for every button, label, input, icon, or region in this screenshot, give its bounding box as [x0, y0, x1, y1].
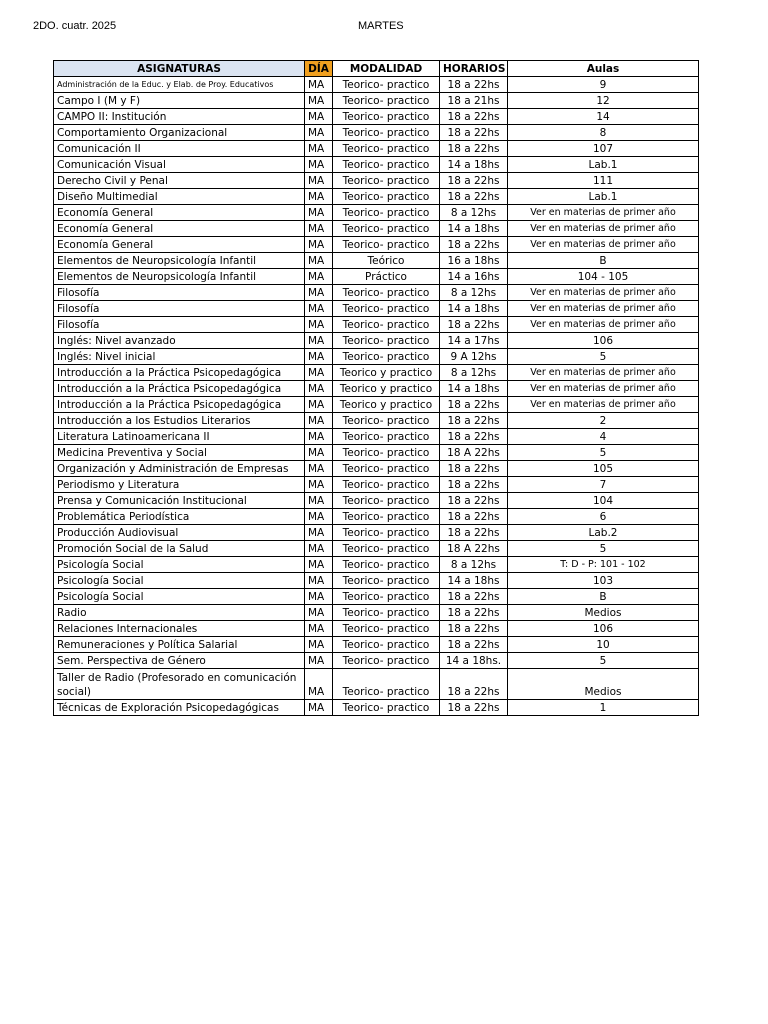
cell-dia: MA	[305, 429, 333, 445]
header-horarios: HORARIOS	[440, 61, 508, 77]
table-row	[54, 285, 699, 301]
cell-asignatura: Relaciones Internacionales	[54, 621, 305, 637]
cell-dia: MA	[305, 333, 333, 349]
cell-dia: MA	[305, 621, 333, 637]
cell-horario: 14 a 18hs	[440, 157, 508, 173]
cell-modalidad: Teorico- practico	[333, 429, 440, 445]
table-row	[54, 605, 699, 621]
cell-dia: MA	[305, 237, 333, 253]
cell-dia: MA	[305, 637, 333, 653]
cell-modalidad: Teorico- practico	[333, 461, 440, 477]
cell-dia: MA	[305, 285, 333, 301]
cell-modalidad: Teorico- practico	[333, 509, 440, 525]
cell-aula: 12	[508, 93, 699, 109]
cell-aula: Ver en materias de primer año	[508, 221, 699, 237]
cell-asignatura: Producción Audiovisual	[54, 525, 305, 541]
day-title: MARTES	[358, 20, 404, 32]
cell-modalidad: Teorico- practico	[333, 317, 440, 333]
cell-asignatura: Inglés: Nivel inicial	[54, 349, 305, 365]
table-row	[54, 669, 699, 700]
cell-horario: 14 a 18hs	[440, 573, 508, 589]
table-row	[54, 589, 699, 605]
table-row	[54, 205, 699, 221]
cell-aula: 103	[508, 573, 699, 589]
cell-horario: 18 a 22hs	[440, 477, 508, 493]
cell-dia: MA	[305, 189, 333, 205]
table-row	[54, 365, 699, 381]
cell-asignatura: Derecho Civil y Penal	[54, 173, 305, 189]
table-row	[54, 429, 699, 445]
cell-dia: MA	[305, 653, 333, 669]
cell-aula: 10	[508, 637, 699, 653]
header-modalidad: MODALIDAD	[333, 61, 440, 77]
cell-horario: 18 a 22hs	[440, 621, 508, 637]
cell-asignatura: Medicina Preventiva y Social	[54, 445, 305, 461]
table-row	[54, 349, 699, 365]
cell-asignatura: Remuneraciones y Política Salarial	[54, 637, 305, 653]
cell-horario: 8 a 12hs	[440, 557, 508, 573]
cell-dia: MA	[305, 573, 333, 589]
cell-asignatura: Elementos de Neuropsicología Infantil	[54, 253, 305, 269]
cell-modalidad: Teorico- practico	[333, 93, 440, 109]
table-row	[54, 253, 699, 269]
table-row	[54, 301, 699, 317]
cell-dia: MA	[305, 173, 333, 189]
cell-aula: Lab.1	[508, 157, 699, 173]
cell-dia: MA	[305, 109, 333, 125]
cell-aula: Ver en materias de primer año	[508, 381, 699, 397]
cell-horario: 18 a 22hs	[440, 509, 508, 525]
cell-aula: 5	[508, 349, 699, 365]
cell-horario: 18 a 22hs	[440, 189, 508, 205]
cell-horario: 14 a 16hs	[440, 269, 508, 285]
cell-dia: MA	[305, 365, 333, 381]
cell-dia: MA	[305, 700, 333, 716]
cell-asignatura: Prensa y Comunicación Institucional	[54, 493, 305, 509]
cell-modalidad: Teorico- practico	[333, 477, 440, 493]
term-label: 2DO. cuatr. 2025	[33, 20, 117, 32]
cell-modalidad: Teorico- practico	[333, 445, 440, 461]
cell-horario: 18 a 22hs	[440, 237, 508, 253]
cell-asignatura: Sem. Perspectiva de Género	[54, 653, 305, 669]
cell-asignatura: Introducción a los Estudios Literarios	[54, 413, 305, 429]
cell-dia: MA	[305, 461, 333, 477]
cell-aula: 14	[508, 109, 699, 125]
cell-horario: 14 a 18hs	[440, 221, 508, 237]
cell-dia: MA	[305, 541, 333, 557]
table-body	[54, 77, 699, 716]
cell-aula: 7	[508, 477, 699, 493]
cell-aula: Ver en materias de primer año	[508, 301, 699, 317]
cell-dia: MA	[305, 349, 333, 365]
cell-modalidad: Teorico y practico	[333, 365, 440, 381]
cell-aula: Lab.2	[508, 525, 699, 541]
cell-horario: 18 a 22hs	[440, 429, 508, 445]
cell-asignatura: Diseño Multimedial	[54, 189, 305, 205]
table-row	[54, 413, 699, 429]
cell-modalidad: Teorico- practico	[333, 573, 440, 589]
cell-modalidad: Teorico- practico	[333, 221, 440, 237]
cell-asignatura: Psicología Social	[54, 573, 305, 589]
cell-modalidad: Teorico y practico	[333, 381, 440, 397]
cell-modalidad: Teorico- practico	[333, 493, 440, 509]
cell-dia: MA	[305, 157, 333, 173]
table-row	[54, 445, 699, 461]
table-row	[54, 77, 699, 93]
table-row	[54, 189, 699, 205]
cell-modalidad: Teorico- practico	[333, 301, 440, 317]
cell-modalidad: Teorico- practico	[333, 653, 440, 669]
cell-horario: 8 a 12hs	[440, 285, 508, 301]
cell-dia: MA	[305, 493, 333, 509]
cell-aula: 106	[508, 333, 699, 349]
cell-modalidad: Teórico	[333, 253, 440, 269]
cell-horario: 14 a 18hs	[440, 381, 508, 397]
cell-horario: 18 a 22hs	[440, 109, 508, 125]
cell-dia: MA	[305, 205, 333, 221]
cell-aula: B	[508, 253, 699, 269]
cell-asignatura: Campo I (M y F)	[54, 93, 305, 109]
cell-aula: Ver en materias de primer año	[508, 365, 699, 381]
cell-horario: 18 A 22hs	[440, 541, 508, 557]
cell-asignatura: Comunicación II	[54, 141, 305, 157]
cell-dia: MA	[305, 253, 333, 269]
cell-modalidad: Teorico- practico	[333, 157, 440, 173]
cell-dia: MA	[305, 221, 333, 237]
cell-aula: Ver en materias de primer año	[508, 317, 699, 333]
cell-modalidad: Teorico y practico	[333, 397, 440, 413]
cell-dia: MA	[305, 125, 333, 141]
cell-horario: 18 a 22hs	[440, 77, 508, 93]
cell-horario: 18 a 22hs	[440, 669, 508, 700]
table-row	[54, 700, 699, 716]
cell-aula: Ver en materias de primer año	[508, 205, 699, 221]
table-row	[54, 157, 699, 173]
cell-aula: 1	[508, 700, 699, 716]
cell-dia: MA	[305, 509, 333, 525]
table-row	[54, 333, 699, 349]
table-row	[54, 525, 699, 541]
cell-asignatura: Comportamiento Organizacional	[54, 125, 305, 141]
cell-asignatura: Taller de Radio (Profesorado en comunicación social)	[54, 669, 305, 700]
cell-asignatura: Problemática Periodística	[54, 509, 305, 525]
cell-aula: 106	[508, 621, 699, 637]
cell-aula: 4	[508, 429, 699, 445]
header-asignaturas: ASIGNATURAS	[54, 61, 305, 77]
cell-horario: 14 a 17hs	[440, 333, 508, 349]
cell-modalidad: Teorico- practico	[333, 125, 440, 141]
cell-aula: 9	[508, 77, 699, 93]
cell-dia: MA	[305, 477, 333, 493]
cell-modalidad: Teorico- practico	[333, 637, 440, 653]
cell-horario: 18 a 22hs	[440, 125, 508, 141]
cell-dia: MA	[305, 269, 333, 285]
cell-asignatura: Inglés: Nivel avanzado	[54, 333, 305, 349]
cell-aula: 8	[508, 125, 699, 141]
cell-dia: MA	[305, 381, 333, 397]
cell-aula: Lab.1	[508, 189, 699, 205]
cell-aula: B	[508, 589, 699, 605]
cell-asignatura: Promoción Social de la Salud	[54, 541, 305, 557]
cell-aula: 2	[508, 413, 699, 429]
cell-horario: 18 a 22hs	[440, 525, 508, 541]
cell-asignatura: Introducción a la Práctica Psicopedagógica	[54, 365, 305, 381]
table-row	[54, 637, 699, 653]
cell-horario: 8 a 12hs	[440, 365, 508, 381]
table-header-row	[54, 61, 699, 77]
cell-modalidad: Teorico- practico	[333, 349, 440, 365]
cell-horario: 18 a 22hs	[440, 589, 508, 605]
cell-aula: Medios	[508, 669, 699, 700]
cell-horario: 18 A 22hs	[440, 445, 508, 461]
table-row	[54, 173, 699, 189]
cell-dia: MA	[305, 445, 333, 461]
cell-horario: 18 a 22hs	[440, 493, 508, 509]
cell-modalidad: Teorico- practico	[333, 525, 440, 541]
cell-aula: 104	[508, 493, 699, 509]
cell-modalidad: Teorico- practico	[333, 605, 440, 621]
table-row	[54, 381, 699, 397]
cell-modalidad: Teorico- practico	[333, 333, 440, 349]
cell-dia: MA	[305, 413, 333, 429]
cell-dia: MA	[305, 605, 333, 621]
cell-aula: 5	[508, 541, 699, 557]
cell-asignatura: Técnicas de Exploración Psicopedagógicas	[54, 700, 305, 716]
table-row	[54, 621, 699, 637]
table-row	[54, 125, 699, 141]
cell-asignatura: Comunicación Visual	[54, 157, 305, 173]
cell-horario: 18 a 22hs	[440, 637, 508, 653]
cell-dia: MA	[305, 525, 333, 541]
cell-aula: T: D - P: 101 - 102	[508, 557, 699, 573]
cell-horario: 18 a 22hs	[440, 605, 508, 621]
cell-aula: 111	[508, 173, 699, 189]
cell-modalidad: Teorico- practico	[333, 557, 440, 573]
table-row	[54, 317, 699, 333]
cell-horario: 18 a 22hs	[440, 413, 508, 429]
cell-modalidad: Teorico- practico	[333, 285, 440, 301]
table-row	[54, 141, 699, 157]
cell-dia: MA	[305, 589, 333, 605]
cell-modalidad: Teorico- practico	[333, 189, 440, 205]
cell-asignatura: Periodismo y Literatura	[54, 477, 305, 493]
cell-dia: MA	[305, 557, 333, 573]
cell-asignatura: Radio	[54, 605, 305, 621]
header-dia: DÍA	[305, 61, 333, 77]
cell-aula: 6	[508, 509, 699, 525]
cell-aula: Medios	[508, 605, 699, 621]
cell-asignatura: Filosofía	[54, 285, 305, 301]
cell-modalidad: Teorico- practico	[333, 77, 440, 93]
table-row	[54, 109, 699, 125]
table-row	[54, 493, 699, 509]
cell-aula: Ver en materias de primer año	[508, 237, 699, 253]
cell-modalidad: Teorico- practico	[333, 589, 440, 605]
cell-modalidad: Teorico- practico	[333, 413, 440, 429]
table-row	[54, 477, 699, 493]
cell-asignatura: Economía General	[54, 221, 305, 237]
cell-horario: 18 a 22hs	[440, 461, 508, 477]
cell-horario: 18 a 22hs	[440, 700, 508, 716]
cell-modalidad: Teorico- practico	[333, 541, 440, 557]
schedule-table	[53, 60, 699, 716]
table-row	[54, 557, 699, 573]
cell-modalidad: Teorico- practico	[333, 669, 440, 700]
table-row	[54, 269, 699, 285]
cell-asignatura: Psicología Social	[54, 557, 305, 573]
cell-dia: MA	[305, 301, 333, 317]
cell-dia: MA	[305, 397, 333, 413]
cell-modalidad: Teorico- practico	[333, 205, 440, 221]
cell-aula: Ver en materias de primer año	[508, 397, 699, 413]
table-row	[54, 221, 699, 237]
cell-horario: 8 a 12hs	[440, 205, 508, 221]
cell-dia: MA	[305, 77, 333, 93]
cell-modalidad: Teorico- practico	[333, 141, 440, 157]
cell-horario: 14 a 18hs.	[440, 653, 508, 669]
cell-asignatura: Filosofía	[54, 301, 305, 317]
cell-dia: MA	[305, 141, 333, 157]
cell-dia: MA	[305, 93, 333, 109]
table-row	[54, 573, 699, 589]
cell-asignatura: Economía General	[54, 237, 305, 253]
cell-asignatura: Literatura Latinoamericana II	[54, 429, 305, 445]
table-row	[54, 93, 699, 109]
cell-asignatura: Administración de la Educ. y Elab. de Proy. Educativos	[54, 77, 305, 93]
table-row	[54, 509, 699, 525]
cell-horario: 18 a 22hs	[440, 317, 508, 333]
cell-horario: 9 A 12hs	[440, 349, 508, 365]
cell-asignatura: Introducción a la Práctica Psicopedagógica	[54, 397, 305, 413]
header-aulas: Aulas	[508, 61, 699, 77]
cell-asignatura: CAMPO II: Institución	[54, 109, 305, 125]
cell-aula: 5	[508, 445, 699, 461]
cell-asignatura: Economía General	[54, 205, 305, 221]
table-row	[54, 397, 699, 413]
cell-asignatura: Elementos de Neuropsicología Infantil	[54, 269, 305, 285]
cell-modalidad: Teorico- practico	[333, 173, 440, 189]
cell-aula: Ver en materias de primer año	[508, 285, 699, 301]
table-row	[54, 653, 699, 669]
cell-asignatura: Psicología Social	[54, 589, 305, 605]
cell-modalidad: Teorico- practico	[333, 700, 440, 716]
cell-modalidad: Teorico- practico	[333, 237, 440, 253]
cell-dia: MA	[305, 669, 333, 700]
cell-dia: MA	[305, 317, 333, 333]
cell-modalidad: Teorico- practico	[333, 109, 440, 125]
cell-horario: 18 a 22hs	[440, 173, 508, 189]
cell-asignatura: Organización y Administración de Empresas	[54, 461, 305, 477]
cell-horario: 18 a 21hs	[440, 93, 508, 109]
cell-modalidad: Teorico- practico	[333, 621, 440, 637]
cell-horario: 18 a 22hs	[440, 141, 508, 157]
cell-asignatura: Introducción a la Práctica Psicopedagógica	[54, 381, 305, 397]
cell-horario: 14 a 18hs	[440, 301, 508, 317]
cell-horario: 16 a 18hs	[440, 253, 508, 269]
table-row	[54, 237, 699, 253]
cell-asignatura: Filosofía	[54, 317, 305, 333]
cell-modalidad: Práctico	[333, 269, 440, 285]
cell-aula: 105	[508, 461, 699, 477]
cell-aula: 104 - 105	[508, 269, 699, 285]
cell-aula: 5	[508, 653, 699, 669]
table-row	[54, 541, 699, 557]
cell-aula: 107	[508, 141, 699, 157]
cell-horario: 18 a 22hs	[440, 397, 508, 413]
table-row	[54, 461, 699, 477]
